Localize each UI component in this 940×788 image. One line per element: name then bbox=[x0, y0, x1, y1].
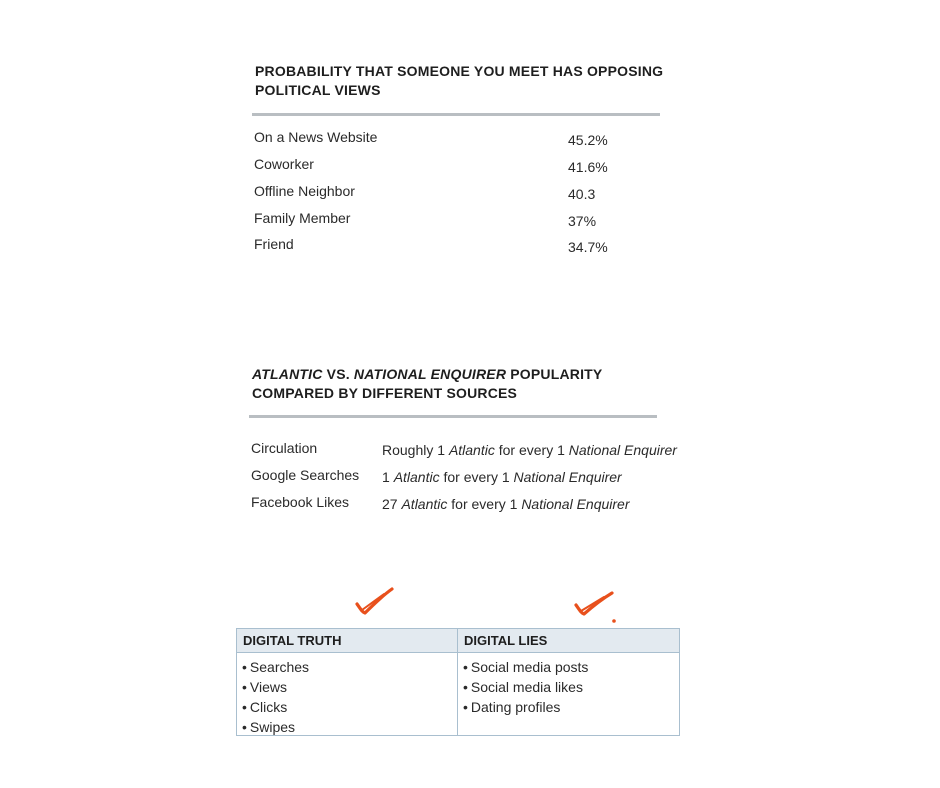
row-value bbox=[382, 469, 622, 485]
row-value: 40.3 bbox=[568, 186, 596, 202]
list-item: • Social media likes bbox=[463, 677, 679, 697]
row-value bbox=[382, 496, 629, 512]
row-label: Facebook Likes bbox=[251, 494, 350, 510]
section2-title-atlantic: ATLANTIC bbox=[252, 366, 323, 382]
list-item: • Swipes bbox=[242, 717, 457, 737]
row-label: Offline Neighbor bbox=[254, 183, 355, 199]
digital-lies-list bbox=[458, 653, 679, 717]
list-item: • Views bbox=[242, 677, 457, 697]
row-label: Family Member bbox=[254, 210, 351, 226]
row-value: 37% bbox=[568, 213, 597, 229]
section2-title-enquirer: NATIONAL ENQUIRER bbox=[353, 366, 507, 382]
row-label: Coworker bbox=[254, 156, 314, 172]
row-value bbox=[382, 442, 677, 458]
value-prefix: 27 bbox=[382, 496, 402, 512]
list-item: • Social media posts bbox=[463, 657, 679, 677]
value-publication: Atlantic bbox=[393, 469, 440, 485]
checkmark-left-icon bbox=[352, 586, 396, 616]
list-item: • Searches bbox=[242, 657, 457, 677]
value-publication: National Enquirer bbox=[521, 496, 630, 512]
section2-title-vs: VS. bbox=[322, 366, 354, 382]
value-prefix: 1 bbox=[382, 469, 394, 485]
section2-title-rest: POPULARITY bbox=[506, 366, 603, 382]
list-item: • Clicks bbox=[242, 697, 457, 717]
row-value: 34.7% bbox=[568, 239, 608, 255]
value-publication: Atlantic bbox=[401, 496, 448, 512]
section1-title bbox=[255, 62, 663, 100]
section2-title-line2: COMPARED BY DIFFERENT SOURCES bbox=[252, 385, 518, 401]
row-label: On a News Website bbox=[254, 129, 378, 145]
section1-divider bbox=[252, 113, 660, 116]
section2-divider bbox=[249, 415, 657, 418]
row-value: 41.6% bbox=[568, 159, 608, 175]
digital-truth-lies-table bbox=[236, 628, 680, 736]
value-mid: for every 1 bbox=[494, 442, 569, 458]
value-publication: Atlantic bbox=[448, 442, 495, 458]
value-mid: for every 1 bbox=[439, 469, 514, 485]
value-prefix: Roughly 1 bbox=[382, 442, 449, 458]
section1-title-line1: PROBABILITY THAT SOMEONE YOU MEET HAS OPPOSING bbox=[255, 63, 664, 79]
digital-truth-list bbox=[237, 653, 457, 737]
section1-title-line2: POLITICAL VIEWS bbox=[255, 82, 381, 98]
digital-lies-header: DIGITAL LIES bbox=[458, 629, 679, 653]
section2-title bbox=[252, 365, 602, 403]
value-publication: National Enquirer bbox=[513, 469, 622, 485]
value-publication: National Enquirer bbox=[568, 442, 677, 458]
row-label: Friend bbox=[254, 236, 294, 252]
checkmark-right-icon bbox=[572, 588, 620, 624]
section2-title-line1 bbox=[252, 365, 602, 384]
digital-truth-column bbox=[237, 629, 458, 735]
row-label: Google Searches bbox=[251, 467, 360, 483]
row-label: Circulation bbox=[251, 440, 318, 456]
digital-truth-header: DIGITAL TRUTH bbox=[237, 629, 457, 653]
list-item: • Dating profiles bbox=[463, 697, 679, 717]
value-mid: for every 1 bbox=[447, 496, 522, 512]
row-value: 45.2% bbox=[568, 132, 608, 148]
digital-lies-column bbox=[458, 629, 679, 735]
